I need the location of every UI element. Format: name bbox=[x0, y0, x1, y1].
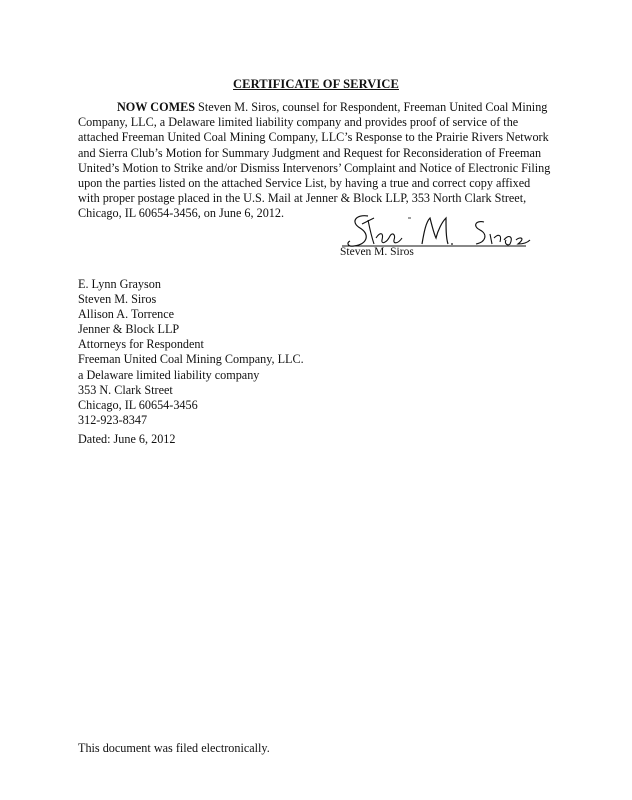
paragraph-line bbox=[78, 100, 556, 115]
paragraph-line: Company, LLC, a Delaware limited liability company and provides proof of service of the bbox=[78, 115, 519, 130]
address-line: Attorneys for Respondent bbox=[78, 337, 204, 352]
address-line: E. Lynn Grayson bbox=[78, 277, 161, 291]
address-line: Allison A. Torrence bbox=[78, 307, 175, 322]
address-line: a Delaware limited liability company bbox=[78, 367, 260, 382]
paragraph-line: and Sierra Club’s Motion for Summary Judgment and Request for Reconsideration of Freeman bbox=[78, 145, 542, 160]
address-line: 312-923-8347 bbox=[78, 412, 148, 427]
paragraph-line: with proper postage placed in the U.S. Mail at Jenner & Block LLP, 353 North Clark Street, bbox=[78, 191, 527, 206]
address-block bbox=[78, 277, 304, 428]
address-line: Jenner & Block LLP bbox=[78, 322, 180, 337]
paragraph-line: Chicago, IL 60654-3456, on June 6, 2012. bbox=[78, 206, 285, 221]
paragraph-line-text: Steven M. Siros, counsel for Respondent, Freeman United Coal Mining bbox=[195, 100, 548, 114]
address-line: Freeman United Coal Mining Company, LLC. bbox=[78, 352, 304, 367]
filing-footer: This document was filed electronically. bbox=[78, 741, 270, 755]
service-paragraph bbox=[78, 100, 556, 222]
lead-text: NOW COMES bbox=[117, 100, 195, 114]
paragraph-line: United’s Motion to Strike and/or Dismiss Intervenors’ Complaint and Notice of Electronic Filing bbox=[78, 160, 551, 175]
signatory-name: Steven M. Siros bbox=[340, 246, 414, 258]
address-line: 353 N. Clark Street bbox=[78, 382, 173, 397]
dated-line: Dated: June 6, 2012 bbox=[78, 432, 176, 446]
paragraph-line: upon the parties listed on the attached Service List, by having a true and correct copy affixed bbox=[78, 176, 531, 191]
document-title: CERTIFICATE OF SERVICE bbox=[233, 77, 399, 91]
address-line: Chicago, IL 60654-3456 bbox=[78, 397, 198, 412]
paragraph-line: attached Freeman United Coal Mining Company, LLC’s Response to the Prairie Rivers Network bbox=[78, 130, 549, 145]
address-line: Steven M. Siros bbox=[78, 292, 157, 307]
